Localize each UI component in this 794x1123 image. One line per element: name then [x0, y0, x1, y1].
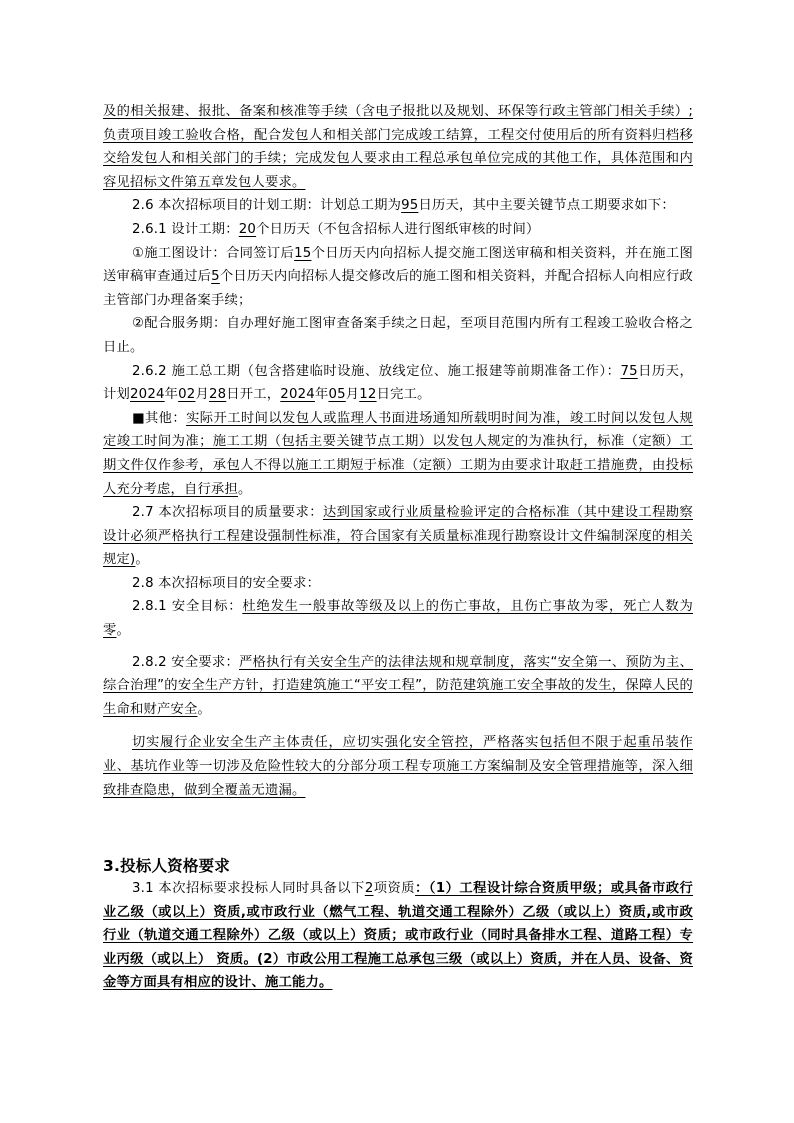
- paragraph-2-8: 2.8 本次招标项目的安全要求：: [132, 575, 321, 591]
- section-3: [103, 855, 693, 995]
- total-days: 95: [401, 198, 419, 214]
- paragraph-other: ■其他：实际开工时间以发包人或监理人书面进场通知所载明时间为准，竣工时间以发包人规定竣工时间为准；施工工期（包括主要关键节点工期）以发包人规定的为准执行，标准（定额）工期文件仅作参考，承包人不得以施工工期短于标准（定额）工期为由要求计取赶工措施费，由投标人充分考虑，自行承担。: [103, 410, 693, 497]
- paragraph-safety-duty: 切实履行企业安全生产主体责任，应切实强化安全管控，严格落实包括但不限于起重吊装作业、基坑作业等一切涉及危险性较大的分部分项工程专项施工方案编制及安全管理措施等，深入细致排查隐患，做到全覆盖无遗漏。: [103, 735, 693, 798]
- body-text: [103, 100, 693, 802]
- paragraph-3-1: 3.1 本次招标要求投标人同时具备以下2项资质：（1）工程设计综合资质甲级；或具备市政行业乙级（或以上）资质,或市政行业（燃气工程、轨道交通工程除外）乙级（或以上）资质,或市政行业（轨道交通工程除外）乙级（或以上）资质；或市政行业（同时具备排水工程、道路工程）专业丙级（或以上） 资质。(2）市政公用工程施工总承包三级（或以上）资质，并在人员、设备、资金等方面具有相应的设计、施工能力。: [103, 881, 693, 991]
- paragraph-2-7: 2.7 本次招标项目的质量要求：达到国家或行业质量检验评定的合格标准（其中建设工程勘察设计必须严格执行工程建设强制性标准，符合国家有关质量标准现行勘察设计文件编制深度的相关规定)。: [103, 505, 693, 568]
- paragraph-2-6: 2.6 本次招标项目的计划工期：计划总工期为95日历天，其中主要关键节点工期要求如下：: [132, 198, 675, 214]
- paragraph-2-8-1: 2.8.1 安全目标：杜绝发生一般事故等级及以上的伤亡事故，且伤亡事故为零，死亡人数为零。: [103, 599, 693, 639]
- paragraph-item-1: ①施工图设计：合同签订后15个日历天内向招标人提交施工图送审稿和相关资料，并在施工图送审稿审查通过后5个日历天内向招标人提交修改后的施工图和相关资料，并配合招标人向相应行政主管部门办理备案手续；: [103, 245, 693, 308]
- scope-text-a: 及的相关报建、报批、备案和核准等手续（含电子报批以及规划、环保等行政主管部门相关手续）;: [103, 104, 693, 119]
- paragraph-2-6-2: 2.6.2 施工总工期（包含搭建临时设施、放线定位、施工报建等前期准备工作）：75日历天，计划2024年02月28日开工，2024年05月12日完工。: [103, 363, 693, 403]
- paragraph-2-6-1: 2.6.1 设计工期：20个日历天（不包含招标人进行图纸审核的时间）: [132, 221, 540, 237]
- design-days: 20: [238, 221, 257, 237]
- paragraph-item-2: ②配合服务期：自办理好施工图审查备案手续之日起，至项目范围内所有工程竣工验收合格之日止。: [103, 316, 693, 355]
- section-3-heading: 3.投标人资格要求: [103, 857, 230, 875]
- paragraph-scope: [103, 100, 693, 194]
- scope-text-b: 负责项目竣工验收合格，配合发包人和相关部门完成竣工结算，工程交付使用后的所有资料归档移交给发包人和相关部门的手续；完成发包人要求由工程总承包单位完成的其他工作，具体范围和内容见招标文件第五章发包人要求。: [103, 127, 693, 190]
- paragraph-2-8-2: 2.8.2 安全要求：严格执行有关安全生产的法律法规和规章制度，落实“安全第一、预防为主、综合治理”的安全生产方针，打造建筑施工“平安工程”，防范建筑施工安全事故的发生，保障人民的生命和财产安全。: [103, 654, 693, 717]
